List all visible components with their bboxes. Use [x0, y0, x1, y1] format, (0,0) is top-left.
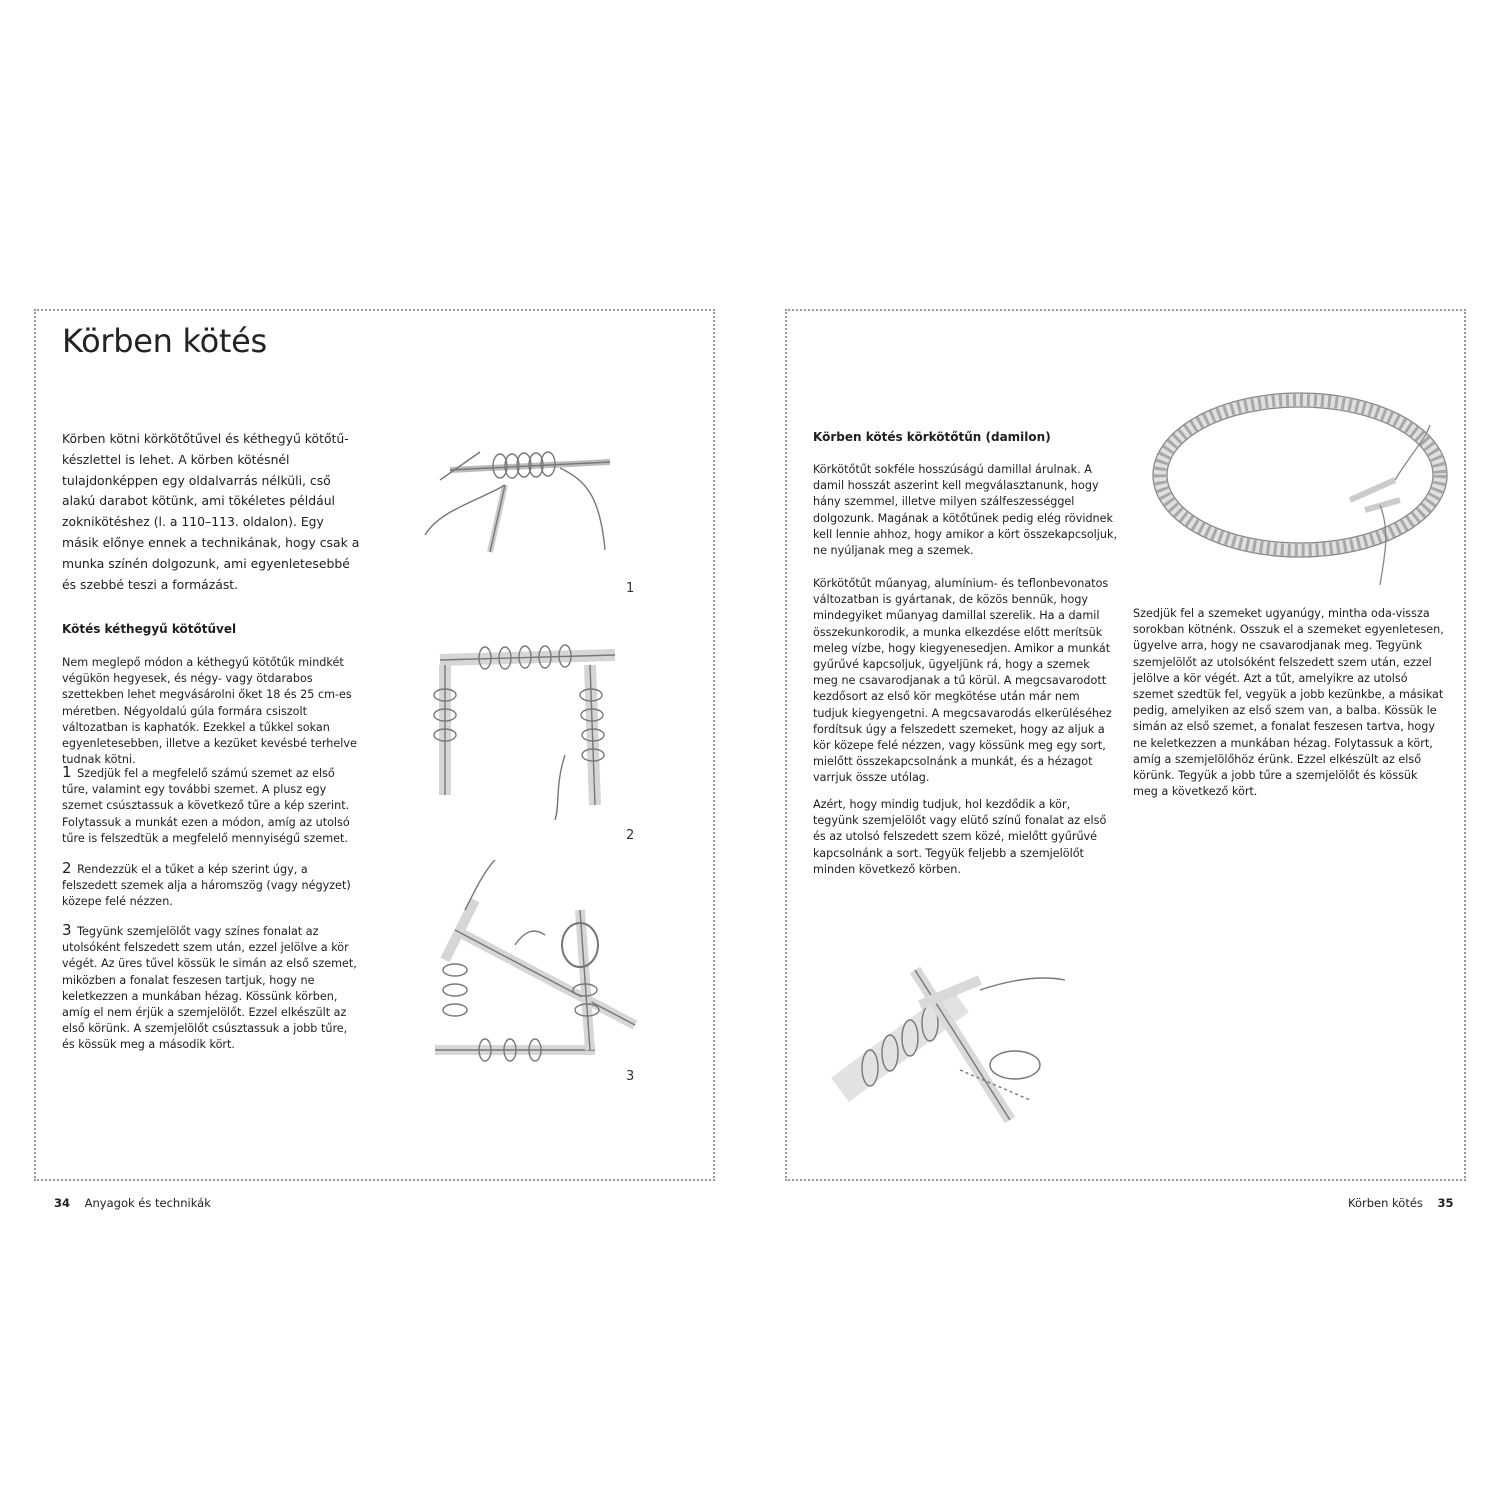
figure-label-2: 2 — [626, 828, 635, 843]
double-pointed-paragraph: Nem meglepő módon a kéthegyű kötőtűk mindkét végükön hegyesek, és négy- vagy ötdarabos szettekben lehet megvásárolni őket 18 és 25 cm-es méretben. Négyoldalú gúla formára csiszolt változatban is kaphatók. Ezekkel a tűkkel sokan egyenletesebben, illetve a kezüket kevésbé terhelve tudnak kötni. — [62, 656, 357, 767]
footer-section: Körben kötés — [1348, 1196, 1423, 1210]
circular-paragraph-4: Szedjük fel a szemeket ugyanúgy, mintha oda-vissza sorokban kötnénk. Osszuk el a szemeket egyenletesen, ügyelve arra, hogy ne csavarodjanak meg. Tegyünk szemjelölőt az utolsóként felszedett szem után, ezzel jelölve a kör végét. Azt a tűt, amelyikre az utolsó szemet szedtük fel, vegyük a jobb kezünkbe, a másikat pedig, amelyiken az első szem van, a balba. Kössük le simán az első szemet, a fonalat feszesen tartva, hogy ne keletkezzen a munkában hézag. Folytassuk a kört, amíg a szemjelölőhöz érünk. Ezzel elkészült az első körünk. Tegyük a jobb tűre a szemjelölőt és kössük meg a következő kört. — [1133, 607, 1444, 799]
intro-paragraph: Körben kötni körkötőtűvel és kéthegyű kötőtű-készlettel is lehet. A körben kötésnél tulajdonképpen egy oldalvarrás nélküli, cső alakú darabot kötünk, ami tökéletes például zoknikötéshez (l. a 110–113. oldalon). Egy másik előnye ennek a technikának, hogy csak a munka színén dolgozunk, ami egyenletesebbé és szebbé teszi a formázást. — [62, 431, 360, 592]
step-text: Tegyünk szemjelölőt vagy színes fonalat az utolsóként felszedett szem után, ezzel jelölve a kör végét. Az üres tűvel kössük le simán az első szemet, miközben a fonalat feszesen tartjuk, hogy ne keletkezzen a munkában hézag. Kössünk körben, amíg el nem érjük a szemjelölőt. Ezzel elkészült az első körünk. A szemjelölőt csúsztassuk a jobb tűre, és kössük meg a második kört. — [62, 925, 357, 1052]
illustration-circular-knitting — [830, 960, 1070, 1130]
step-text: Rendezzük el a tűket a kép szerint úgy, a felszedett szemek alja a háromszög (vagy négyzet) közepe felé nézzen. — [62, 863, 351, 909]
page-title: Körben kötés — [62, 322, 267, 360]
footer-left — [54, 1196, 211, 1210]
page-number: 35 — [1437, 1196, 1454, 1210]
section-heading-circular: Körben kötés körkötőtűn (damilon) — [813, 430, 1051, 444]
illustration-first-round — [425, 860, 640, 1075]
step-number: 1 — [62, 763, 72, 781]
step-3 — [62, 922, 362, 1054]
circular-paragraph-3: Azért, hogy mindig tudjuk, hol kezdődik a kör, tegyünk szemjelölőt vagy elütő színű fonalat az első és az utolsó felszedett szem közé, mielőtt gyűrűvé kapcsolnánk a sort. Tegyük feljebb a szemjelölőt minden következő körben. — [813, 798, 1107, 876]
figure-label-1: 1 — [626, 581, 635, 596]
step-2 — [62, 860, 362, 911]
step-text: Szedjük fel a megfelelő számú szemet az első tűre, valamint egy további szemet. A plusz egy szemet csúsztassuk a következő tűre a kép szerint. Folytassuk a munkát ezen a módon, amíg az utolsó tűre is felszedtük a megfelelő mennyiségű szemet. — [62, 767, 350, 845]
footer-section: Anyagok és technikák — [84, 1196, 211, 1210]
illustration-cast-on — [410, 440, 625, 570]
figure-label-3: 3 — [626, 1069, 635, 1084]
circular-paragraph-2: Körkötőtűt műanyag, alumínium- és teflonbevonatos változatban is gyártanak, de közös bennük, hogy mindegyiket műanyag damillal szerelik. Ha a damil összekunkorodik, a munka elkezdése előtt merítsük meleg vízbe, hogy kiegyenesedjen. Amikor a munkát gyűrűvé kapcsoljuk, ügyeljünk rá, hogy a szemek meg ne csavarodjanak a tű körül. A megcsavarodott kezdősort az első kör megkötése után már nem tudjuk kiegyengetni. A megcsavarodás elkerüléséhez fordítsuk úgy a felszedett szemeket, hogy az aljuk a kör közepe felé nézzen, vagy kössünk meg egy sort, mielőtt összekapcsolnánk a munkát, és a hézagot varrjuk össze utólag. — [813, 577, 1112, 785]
step-1 — [62, 764, 362, 847]
page-number: 34 — [54, 1196, 71, 1210]
illustration-needle-square — [425, 625, 625, 825]
illustration-circular-ring — [1150, 385, 1450, 595]
footer-right — [1348, 1196, 1454, 1210]
step-number: 3 — [62, 921, 72, 939]
circular-paragraph-1: Körkötőtűt sokféle hosszúságú damillal árulnak. A damil hosszát aszerint kell megválasztanunk, hogy hány szemmel, illetve milyen szálfeszességgel dolgozunk. Magának a kötőtűnek pedig elég rövidnek kell lennie ahhoz, hogy amikor a kört összekapcsoljuk, ne nyúljanak meg a szemek. — [813, 463, 1118, 558]
step-number: 2 — [62, 859, 72, 877]
section-heading-double-pointed: Kötés kéthegyű kötőtűvel — [62, 622, 237, 636]
